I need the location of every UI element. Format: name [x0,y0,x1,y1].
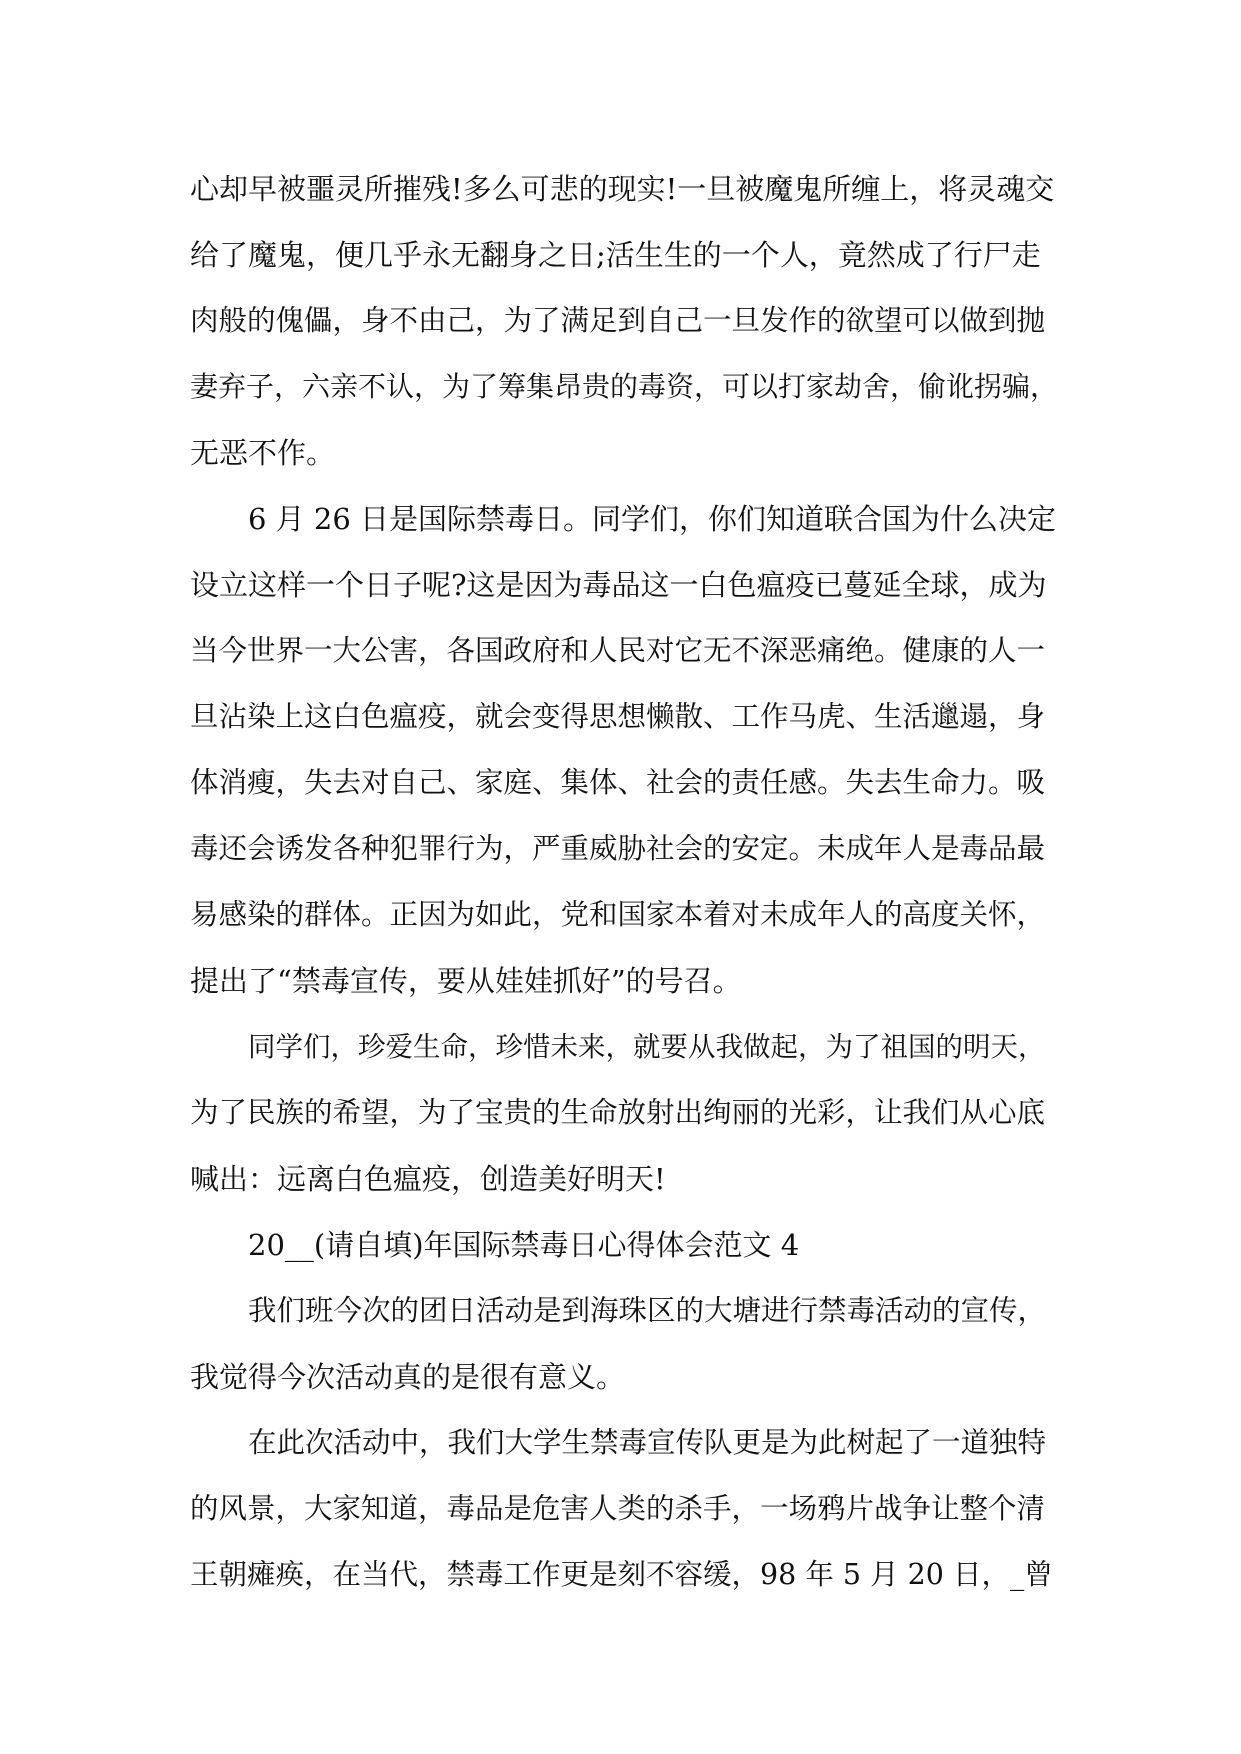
text-line: 王朝瘫痪，在当代，禁毒工作更是刻不容缓，98 年 5 月 20 日，_曾 [190,1558,1053,1591]
text-line: 肉般的傀儡，身不由己，为了满足到自己一旦发作的欲望可以做到抛 [190,304,1046,337]
text-line: 为了民族的希望，为了宝贵的生命放射出绚丽的光彩，让我们从心底 [190,1096,1046,1129]
text-line: 当今世界一大公害，各国政府和人民对它无不深恶痛绝。健康的人一 [190,634,1046,667]
document-body [190,156,1058,1608]
text-line: 我觉得今次活动真的是很有意义。 [190,1360,626,1394]
text-line: 毒还会诱发各种犯罪行为，严重威胁社会的安定。未成年人是毒品最 [190,832,1046,865]
text-line: 无恶不作。 [190,436,336,470]
text-line: 6 月 26 日是国际禁毒日。同学们，你们知道联合国为什么决定 [248,502,1057,536]
text-line: 给了魔鬼，便几乎永无翻身之日;活生生的一个人，竟然成了行尸走 [190,238,1041,272]
text-line: 旦沾染上这白色瘟疫，就会变得思想懒散、工作马虎、生活邋遢，身 [190,700,1046,733]
text-line: 妻弃子，六亲不认，为了筹集昂贵的毒资，可以打家劫舍，偷讹拐骗， [190,370,1059,403]
text-line: 同学们，珍爱生命，珍惜未来，就要从我做起，为了祖国的明天， [248,1031,1046,1063]
text-line: 我们班今次的团日活动是到海珠区的大塘进行禁毒活动的宣传， [248,1294,1047,1327]
text-line: 喊出：远离白色瘟疫，创造美好明天! [190,1162,666,1196]
text-line: 体消瘦，失去对自己、家庭、集体、社会的责任感。失去生命力。吸 [190,766,1046,799]
text-line: 提出了“禁毒宣传，要从娃娃抓好”的号召。 [190,964,742,998]
text-line: 设立这样一个日子呢?这是因为毒品这一白色瘟疫已蔓延全球，成为 [190,568,1047,602]
section-heading: 20__(请自填)年国际禁毒日心得体会范文 4 [248,1228,800,1262]
text-line: 在此次活动中，我们大学生禁毒宣传队更是为此树起了一道独特 [248,1426,1047,1459]
text-line: 的风景，大家知道，毒品是危害人类的杀手，一场鸦片战争让整个清 [190,1492,1046,1525]
text-line: 易感染的群体。正因为如此，党和国家本着对未成年人的高度关怀， [190,898,1046,931]
text-line: 心却早被噩灵所摧残!多么可悲的现实!一旦被魔鬼所缠上，将灵魂交 [190,172,1055,206]
